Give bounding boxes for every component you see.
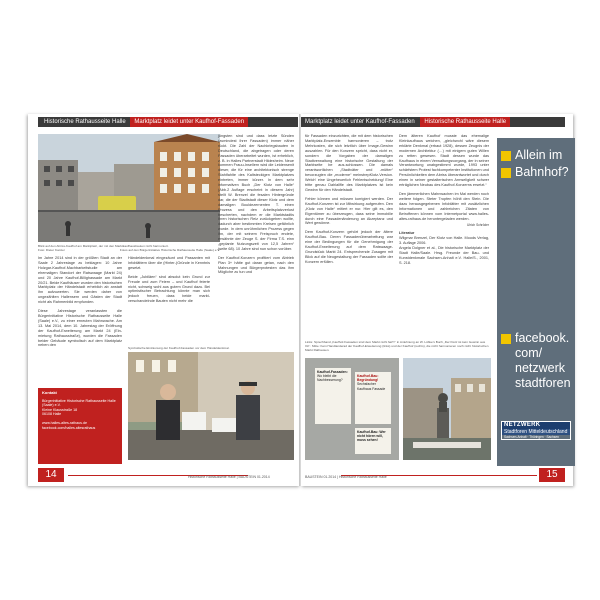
- paragraph: Fehler können und müssen korrigiert werden. Der Kaufhof-Konzern ist zur Mitwirkung aufgerufen. Den „Klotz von Halle“ mitiert er nur. Hier gilt es, den Eigentümer zu überzeugen, dass seine Immobilie durch eine Fassadenänderung an Akzeptanz und Wert gewönne.: [305, 196, 393, 226]
- paragraph: Händeldenkmal eingezäunt und Passanten mit Infoblättern über die (Hinter-)Gründe in Kenntnis gesetzt.: [128, 256, 210, 270]
- article-signature: Ulrich Schröder: [467, 223, 489, 228]
- paragraph: Den jämmerlichen Mahnwachen im Mai werden noch weitere folgen. Steter Tropfen höhlt den Stein. Die dazu herausgegebenen Infoblätter mit zusätzlichen Informationen und zahlreichen Zitaten von Betroffenen können vom Internetportal www.halles-altes-rathaus.de heruntergeladen werden.: [399, 191, 489, 221]
- ad-question-line-1: Allein im: [515, 148, 563, 162]
- ad-facebook-line-1: facebook.: [515, 331, 570, 345]
- page-number-right: 15: [539, 468, 565, 482]
- photo-caption-text: Blick auf den Abriss-Kaufhof am Marktplatz, der mit den Marktkaufhausbauten nicht harmoniert.: [38, 244, 169, 248]
- right-header-section: Historische Rathausseite Halle: [420, 117, 510, 127]
- footer-text-left: Historische Rathausseite Halle | BAUSTEIN 01.2014: [188, 475, 270, 479]
- sign-title: Kaufhof-Bau: Begründung!: [357, 374, 379, 383]
- sign-3: [355, 428, 391, 454]
- lower-photo-caption: Symbolische Einzäunung der Kaufhof-Fassaden vor dem Händeldenkmal.: [128, 346, 230, 350]
- contact-website-link[interactable]: www.halles-altes-rathaus.de: [42, 420, 87, 425]
- literature-item: Wilgmar Brenzel, Der Klotz von Halle. Moods Verlag, 3. Auflage 2006.: [399, 236, 489, 246]
- monument-scene-illustration: [403, 358, 491, 460]
- left-page: [28, 114, 300, 486]
- kaufhof-street-photo: [38, 134, 220, 242]
- sign-2: [355, 372, 391, 424]
- contact-line: 06108 Halle: [42, 412, 62, 417]
- netzwerk-stadtforen-ad[interactable]: [497, 138, 575, 466]
- street-scene-illustration: [38, 134, 220, 242]
- paragraph: Diese Jahrestage veranlassten die Bürgerinitiative Historische Rathausseite Halle (Saale) e.V., zu einer erneuten Mahnwache. Am 13. Mai 2014, dem 10. Jahrestag der Eröffnung der Kaufhof-Erweiterung am Markt 24 (Ein-mietung Rathausstraße), wurden die Fassaden beider Gebäude symbolisch auf dem Marktplatz neben den: [38, 309, 122, 348]
- paragraph: Beide „Jubiläen“ sind absolut kein Grund zur Freude und zum Feiern – und Kaufhof feierte nicht, schweig wohl aus gutem Grund dazu. Bei optimistischer Betrachtung könnte man sich jedoch freuen, dass beide markt-verschandelnde Bauten nicht mehr die: [128, 274, 210, 304]
- ad-facebook-line-4: stadtforen: [515, 376, 571, 390]
- literature-title: Literatur: [399, 231, 415, 236]
- page-number-left: 14: [38, 468, 64, 482]
- right-page-header: [301, 117, 565, 127]
- left-header-title: Marktplatz leidet unter Kaufhof-Fassaden: [130, 117, 248, 127]
- paragraph: Der Kaufhof-Konzern profitiert vom Abtrieb Plan 3+ hätte gut daran getan, nach den Mahnungen und Bürgerprotesten das ihm Mögliche zu tun und: [218, 255, 294, 275]
- footer-text-right: BAUSTEIN 01.2014 | Historische Rathausseite Halle: [305, 475, 387, 479]
- right-page: [301, 114, 573, 486]
- contact-line: Bürgerinitiative Historische Rathausseite Halle (Saale) e.V.: [42, 398, 116, 408]
- yellow-square-icon: [501, 151, 511, 161]
- paragraph: jüngsten sind und dass letzte Sünden (zumindest ihrer Fassaden) immer näher rückt. Die Zahl der Nachkriegsbauten in Deutschland, die abgetragen oder deren Fassaden überarbeitet wurden, ist erheblich, z. B. in Halles Partnerstadt Hildesheim. Neue kommen Frauu-Insellern wird die Leidensenit dieser, die für eine architektonisch strenge Stahlfahlte des Kaltsteckigen Marktplatzes eintreten, immer kürzer. In dem sehr informativen Buch „Der Klotz von Halle“ (Abb.2 Auflage erscheint in diesem Jahr) stellt W. Brenzel die fesalen Hintergründe dar, die der Stadtstadt dieser Klotz und dem damaligen Bouldezernenten T. einen Prozess und den Arbeitsplatzverlust bescherten, nachdem er die Marktstadtis Ihren historischen Reiz zurückgeben wollte, dadurch aber bestimmten Kreisen gefährlich wurde. In dem unrühmlichen Prozess gegen ihn, der mit seinem Freispruch endete, erwähnte der Zeuge S. der Firma T.S. einn „geplante Nutzungszeit von 12,5 Jahren“ (seite 68). 10 Jahre sind nun schon vorüber.: [218, 134, 294, 251]
- photo-caption: [38, 244, 220, 252]
- netzwerk-logo: [501, 421, 571, 440]
- netzwerk-logo-regions: Sachsen-Anhalt · Thüringen · Sachsen: [504, 435, 559, 439]
- photo-credit-left: Foto: Dieter Kamler: [38, 248, 65, 252]
- yellow-square-icon: [501, 334, 511, 344]
- ad-facebook-line-3: netzwerk: [515, 361, 566, 375]
- paragraph: Dem Kaufhof-Konzern gehört jedoch der ältere Kaufhof-Bau. Deren Fassadenüberarbeitung war eine der Bedingungen für die Genehmigung der Kaufhof-Erweiterung auf dem Ratswaage-Grundstück Markt 24. Entsprechende Zusagen mit Blick auf die Neugestaltung der Fassaden sollte der Konzern erfüllen.: [305, 230, 393, 264]
- right-header-title: Marktplatz leidet unter Kaufhof-Fassaden: [305, 119, 415, 125]
- contact-line: Kleine Klausstraße 18: [42, 407, 78, 412]
- yellow-square-icon: [501, 168, 511, 178]
- protest-scene-illustration: [128, 352, 294, 460]
- contact-box: [38, 388, 122, 464]
- left-page-header: [38, 117, 298, 127]
- netzwerk-logo-subtitle: Stadtforen Mitteldeutschland: [502, 429, 570, 435]
- left-column-2: [128, 256, 210, 308]
- sign-1: [315, 368, 351, 424]
- paragraph: für Fassaden einzurichten, die mit dem historischen Marktplatz-Ensemble harmonieren – trotz Mehrkosten, die sich letztlich über Image-Gewinn auszahlen. Für den Konzern spricht, dass nicht er, sondern die Vorgaben der damaligen Stadtverwaltung eine historische Gestaltung der Marktseite be aus-schlossen. Die damals verantwortlichen „Stadtväter und -mütter“ bevorzugten die „moderne“ meinstrepKlotz-Version. Welch' eine Ungeheuerlich Fehlentscheidung! Eine tritte genau Dahlallfle des Marktplatzes ist kein Gewinn für den Händelstadt.: [305, 134, 393, 192]
- photo-credit-right: Fotos auf den Bürgerinitiative Historische Rathausseite Halle (Saale) e.V.: [119, 248, 220, 252]
- literature-item: Angela Dolgner et al., Die historische Marktplatz der Stadt Halle/Saale. Hrsg. Freunde der Bau- und Kunstdenkmale Sachsen-Anhalt e.V. Halle/S., 2001, S. 218.: [399, 246, 489, 265]
- left-header-section: Historische Rathausseite Halle: [44, 119, 126, 125]
- haendel-monument-photo: [403, 358, 491, 460]
- right-column-2: [399, 134, 489, 266]
- ad-facebook-line-2: com/: [515, 346, 543, 360]
- sign-title: Kaufhof-Bau: Wer nicht hören will, muss sehen!: [357, 430, 386, 443]
- paragraph: Im Jahre 2014 sind in der größten Stadt an der Saale 2 Jahrestage zu beklagen: 10 Jahre Holzgar-Kaufhof-Machbarkeitstudie am ehemaligen Standort der Ratswaage (Markt 24) und 20 Jahre Kaufhof-Billighassade am Markt 20/21. Beide Kaufhäuser wurden den historischen Marktplatz der Händelstadt erheblich ab anstatt ihn aufzuwerten. Sie werden daher von ungezählten Hallensern und Gästen der Stadt nicht als Rahmenbild empfunden.: [38, 256, 123, 305]
- sign-body: Wo bleibt die Nachbesserung?: [317, 374, 343, 383]
- left-column-1: [38, 256, 122, 352]
- left-column-3: [218, 134, 294, 279]
- paragraph: Dem älteren Kaufhof musste das ehemalige Kleinkaufhaus weichen, „gleichwohl wäre diesem erklärte Denkmal (erbaut 1928), dessen Zeugnis der modernen Architektur (…) mit einigem guten Willen zu retten gewesen. Stadt dessen wurde das Kaufhaus in einem Verwaltungsvorgang, der in seiner Verantwortung unabgestimmt wurde, 1993 unter schärfstem Protest fachkompetenter Institutionen und Persönlichkeiten dem Abriss überantwortet und durch einen in seiner gestalterischen Armseligkeit schwer erträglichen Neubau des Kaufhof-Konzerns ersetzt.“: [399, 134, 489, 188]
- right-photo-caption: Links: Sprechband „Kaufhof-Fassaden sind dem Markt nicht fair!!!“ in Anlehnung an W. Lübke's Buch „Der Klotz ist kein Gewinn aus Ort“. Mitte: Kein Handlanderad der Kaufhof-Erweiterung (links) und der Kaufhof (rechts), die nicht harmonieren noch nicht historischen Markt Rathausen.: [305, 340, 489, 352]
- contact-facebook-link[interactable]: facebook.com/halles.altesrathaus: [42, 425, 96, 430]
- contact-title: Kontakt: [42, 390, 57, 395]
- protest-signs-photo: [305, 358, 399, 460]
- sign-title: Kaufhof-Fassaden:: [317, 370, 348, 374]
- sign-body: Sechsfacher Kaufhaus Fassade: [357, 382, 386, 391]
- mahnwache-photo: [128, 352, 294, 460]
- ad-question-line-2: Bahnhof?: [515, 165, 569, 179]
- right-column-1: [305, 134, 393, 269]
- netzwerk-logo-title: NETZWERK: [502, 422, 570, 429]
